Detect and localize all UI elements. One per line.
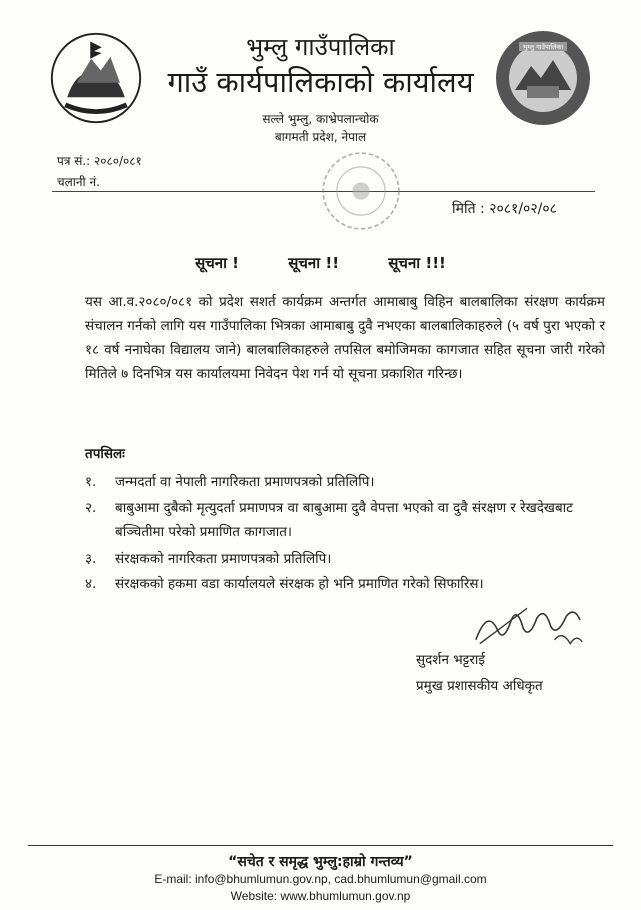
email-contact[interactable]: E-mail: info@bhumlumun.gov.np, cad.bhumlumun@gmail.com (154, 872, 487, 886)
municipality-name: भुम्लु गाउँपालिका (246, 33, 395, 61)
list-item (85, 496, 605, 544)
letter-number: पत्र सं.: २०८०/०८१ (57, 154, 142, 168)
list-item-text: जन्मदर्ता वा नेपाली नागरिकता प्रमाणपत्रको प्रतिलिपि। (115, 474, 375, 490)
signature-icon (468, 600, 586, 652)
list-item (85, 572, 605, 596)
list-item-text: बाबुआमा दुबैको मृत्युदर्ता प्रमाणपत्र वा बाबुआमा दुवै वेपत्ता भएको वा दुवै संरक्षण र रेखदेखबाट बञ्चितीमा परेको प्रमाणित कागजात। (115, 500, 573, 540)
tapasil-label: तपसिलः (85, 446, 125, 462)
notice-heading (0, 253, 641, 273)
list-item (85, 547, 605, 571)
notice-heading-3: सूचना !!! (388, 254, 446, 272)
office-title: गाउँ कार्यपालिकाको कार्यालय (167, 65, 474, 99)
date: मिति : २०८१/०२/०८ (452, 201, 557, 217)
office-stamp-icon (318, 148, 404, 234)
website-link[interactable]: Website: www.bhumlumun.gov.np (230, 889, 411, 903)
list-item-number: २. (85, 500, 97, 516)
list-item (85, 470, 605, 494)
list-item-text: संरक्षकको नागरिकता प्रमाणपत्रको प्रतिलिपि। (115, 551, 332, 567)
signer-title: प्रमुख प्रशासकीय अधिकृत (416, 678, 543, 694)
list-item-text: संरक्षकको हकमा वडा कार्यालयले संरक्षक हो भनि प्रमाणित गरेको सिफारिस। (115, 576, 484, 592)
signer-name: सुदर्शन भट्टराई (416, 652, 485, 668)
seal-text: भुम्लु गाउँपालिका (522, 43, 564, 51)
list-item-number: ३. (85, 551, 97, 567)
address-line-1: सल्ले भुम्लु, काभ्रेपलान्चोक (262, 112, 379, 126)
dispatch-number: चलानी नं. (57, 175, 100, 189)
slogan: “सचेत र समृद्ध भुम्लु:हाम्रो गन्तव्य” (228, 854, 413, 870)
notice-body: यस आ.व.२०८०/०८१ को प्रदेश सशर्त कार्यक्रम अन्तर्गत आमाबाबु विहिन बालबालिका संरक्षण कार्यक्रम संचालन गर्नको लागि यस गाउँपालिका भित्रका आमाबाबु दुवै नभएका बालबालिकाहरुले (५ वर्ष पुरा भएको र १८ वर्ष ननाघेका विद्यालय जाने) बालबालिकाहरुले तपसिल बमोजिमका कागजात सहित सूचना जारी गरेको मितिले ७ दिनभित्र यस कार्यालयमा निवेदन पेश गर्न यो सूचना प्रकाशित गरिन्छ। (85, 294, 605, 382)
list-item-number: ४. (85, 576, 97, 592)
footer-divider (28, 845, 613, 846)
notice-heading-2: सूचना !! (288, 254, 340, 272)
list-item-number: १. (85, 474, 97, 490)
notice-heading-1: सूचना ! (195, 254, 240, 272)
address-line-2: बागमती प्रदेश, नेपाल (274, 130, 367, 144)
